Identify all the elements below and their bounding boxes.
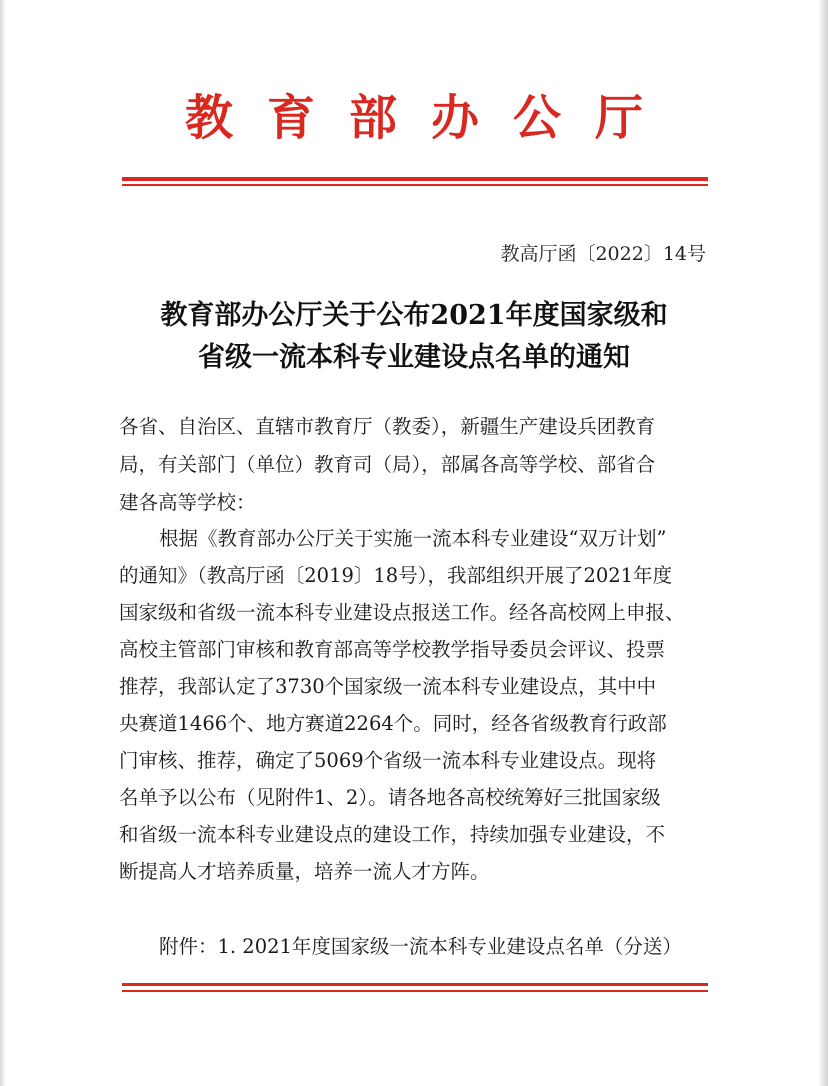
salutation-line-2: 局，有关部门（单位）教育司（局），部属各高等学校、部省合 [119,453,656,476]
paragraph-line-3: 国家级和省级一流本科专业建设点报送工作。经各高校网上申报、 [119,601,685,624]
masthead: 教育部办公厅 [184,90,677,146]
paragraph-line-1: 根据《教育部办公厅关于实施一流本科专业建设“双万计划” [159,527,667,550]
page-shadow-right [818,0,828,1086]
title-line-1: 教育部办公厅关于公布2021年度国家级和 [160,300,668,331]
attachment-line: 附件：1. 2021年度国家级一流本科专业建设点名单（分送） [159,935,682,958]
masthead-rule-thick [122,177,708,181]
paragraph-line-4: 高校主管部门审核和教育部高等学校教学指导委员会评议、投票 [119,638,666,661]
paragraph-line-7: 门审核、推荐，确定了5069个省级一流本科专业建设点。现将 [119,749,657,772]
paragraph-line-2: 的通知》（教高厅函〔2019〕18号），我部组织开展了2021年度 [119,564,673,587]
paragraph-line-5: 推荐，我部认定了3730个国家级一流本科专业建设点，其中中 [119,675,657,698]
masthead-rule-thin [122,184,708,186]
document-number: 教高厅函〔2022〕14号 [500,243,706,265]
paragraph-line-9: 和省级一流本科专业建设点的建设工作，持续加强专业建设，不 [119,823,666,846]
salutation-line-1: 各省、自治区、直辖市教育厅（教委），新疆生产建设兵团教育 [119,415,656,438]
page-shadow-left [0,0,6,1086]
paragraph-line-8: 名单予以公布（见附件1、2）。请各地各高校统筹好三批国家级 [119,786,661,809]
title-line-2: 省级一流本科专业建设点名单的通知 [198,342,630,373]
paragraph-line-6: 央赛道1466个、地方赛道2264个。同时，经各省级教育行政部 [119,712,667,735]
footer-rule-thin [122,990,708,992]
paragraph-line-10: 断提高人才培养质量，培养一流人才方阵。 [119,860,490,883]
salutation-line-3: 建各高等学校： [119,491,256,514]
footer-rule-thick [122,983,708,986]
